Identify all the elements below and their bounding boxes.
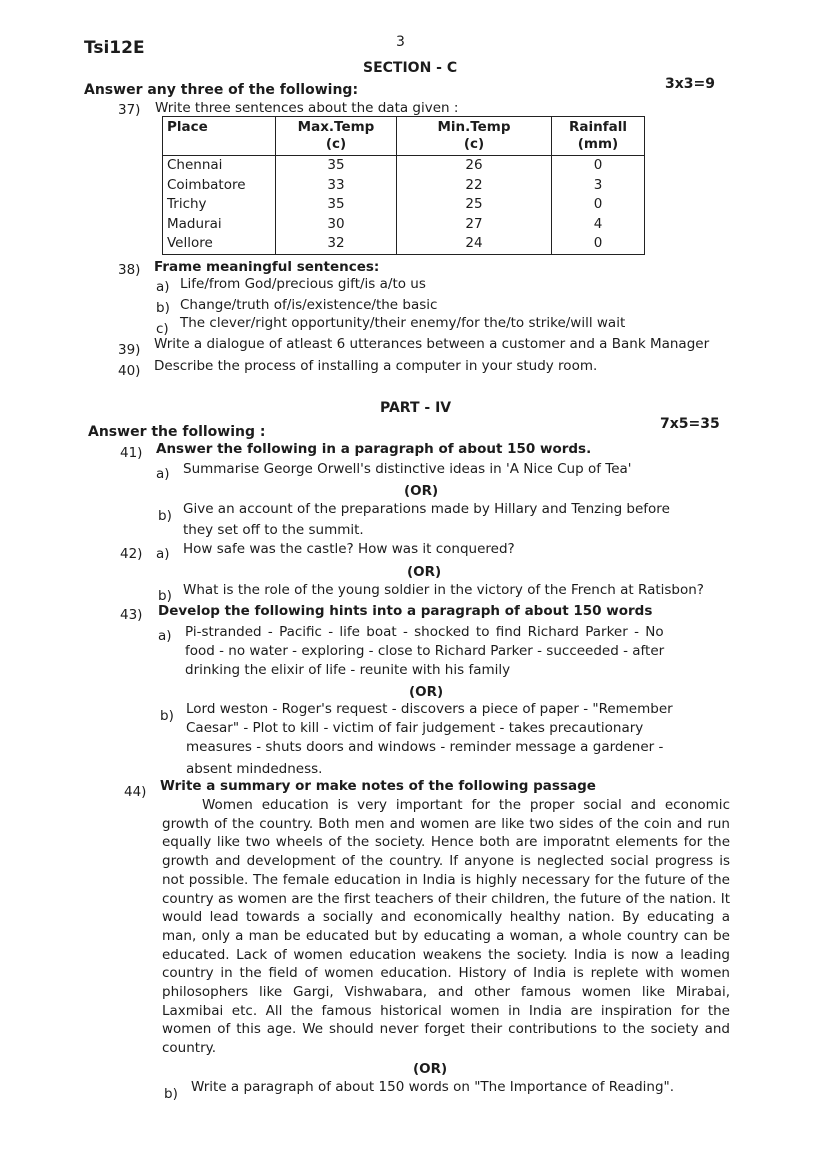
page-number: 3	[396, 34, 405, 50]
q41-b-line2: they set off to the summit.	[183, 522, 364, 538]
or-label: (OR)	[404, 483, 439, 499]
table-cell-min: 22	[397, 176, 552, 196]
q44-b-label: b)	[164, 1086, 178, 1102]
q44-passage: Women education is very important for the proper social and economic growth of the country. Both men and women are like two sides of the coin and run equally like two wheels of the society. Hence both are imporatnt elements for the growth and development of the country. If anyone is neglected social progress is not possible. The female education in India is highly necessary for the future of the country as women are the first teachers of their children, the future of the nation. It would lead towards a socially and economically healthy nation. By educating a man, only a man be educated but by educating a woman, a whole country can be educated. Lack of women education weakens the society. India is now a leading country in the field of women education. History of India is replete with women philosophers like Gargi, Vishwabara, and other famous women like Mirabai, Laxmibai etc. All the famous historical women in India are inspiration for the women of this age. We should never forget their contributions to the society and country.	[162, 797, 730, 1057]
table-row	[163, 215, 645, 235]
or-label: (OR)	[413, 1061, 448, 1077]
part-iv-title: PART - IV	[380, 400, 452, 416]
q40-text: Describe the process of installing a computer in your study room.	[154, 358, 598, 374]
part-iv-instruction: Answer the following :	[88, 424, 266, 440]
table-cell-place: Chennai	[163, 156, 276, 176]
q38-a-text: Life/from God/precious gift/is a/to us	[180, 276, 426, 292]
q41-b-label: b)	[158, 508, 172, 524]
q42-a-text: How safe was the castle? How was it conquered?	[183, 541, 515, 557]
table-header-rainfall: Rainfall (mm)	[552, 117, 645, 156]
table-header-min-temp: Min.Temp (c)	[397, 117, 552, 156]
q38-b-text: Change/truth of/is/existence/the basic	[180, 297, 438, 313]
table-cell-rain: 4	[552, 215, 645, 235]
table-row	[163, 195, 645, 215]
q40-number: 40)	[118, 363, 141, 379]
q43-b-label: b)	[160, 708, 174, 724]
q41-b-line1: Give an account of the preparations made by Hillary and Tenzing before	[183, 501, 670, 517]
table-cell-min: 27	[397, 215, 552, 235]
q38-c-text: The clever/right opportunity/their enemy/for the/to strike/will wait	[180, 315, 626, 331]
q44-text: Write a summary or make notes of the following passage	[160, 778, 596, 794]
q43-b-line4: absent mindedness.	[186, 761, 323, 777]
q43-text: Develop the following hints into a paragraph of about 150 words	[158, 603, 653, 619]
table-cell-min: 26	[397, 156, 552, 176]
section-c-marks: 3x3=9	[665, 76, 715, 92]
q37-number: 37)	[118, 102, 141, 118]
q43-a-line3: drinking the elixir of life - reunite with his family	[185, 662, 511, 678]
q37-text: Write three sentences about the data given :	[155, 100, 459, 116]
q41-a-label: a)	[156, 466, 170, 482]
q42-a-label: a)	[156, 546, 170, 562]
temperature-table	[162, 116, 645, 255]
table-cell-place: Trichy	[163, 195, 276, 215]
table-cell-max: 30	[276, 215, 397, 235]
table-header-place: Place	[163, 117, 276, 156]
q38-number: 38)	[118, 262, 141, 278]
section-c-instruction: Answer any three of the following:	[84, 82, 359, 98]
table-cell-min: 24	[397, 234, 552, 254]
table-header-max-temp: Max.Temp (c)	[276, 117, 397, 156]
q39-text: Write a dialogue of atleast 6 utterances between a customer and a Bank Manager	[154, 336, 710, 352]
q38-c-label: c)	[156, 321, 169, 337]
table-cell-max: 35	[276, 156, 397, 176]
table-cell-place: Vellore	[163, 234, 276, 254]
table-cell-min: 25	[397, 195, 552, 215]
q38-a-label: a)	[156, 279, 170, 295]
q42-b-text: What is the role of the young soldier in the victory of the French at Ratisbon?	[183, 582, 704, 598]
q43-a-line2: food - no water - exploring - close to Richard Parker - succeeded - after	[185, 643, 665, 659]
q41-text: Answer the following in a paragraph of about 150 words.	[156, 441, 592, 457]
table-cell-place: Coimbatore	[163, 176, 276, 196]
q42-b-label: b)	[158, 588, 172, 604]
table-cell-rain: 0	[552, 195, 645, 215]
paper-code: Tsi12E	[84, 38, 145, 58]
q42-number: 42)	[120, 546, 143, 562]
table-cell-max: 33	[276, 176, 397, 196]
table-row	[163, 176, 645, 196]
q44-number: 44)	[124, 784, 147, 800]
table-row	[163, 234, 645, 254]
q43-b-line1: Lord weston - Roger's request - discovers a piece of paper - "Remember	[186, 701, 673, 717]
or-label: (OR)	[407, 564, 442, 580]
or-label: (OR)	[409, 684, 444, 700]
q38-b-label: b)	[156, 300, 170, 316]
table-cell-max: 35	[276, 195, 397, 215]
q39-number: 39)	[118, 342, 141, 358]
q41-number: 41)	[120, 445, 143, 461]
q43-b-line2: Caesar" - Plot to kill - victim of fair judgement - takes precautionary	[186, 720, 644, 736]
table-cell-place: Madurai	[163, 215, 276, 235]
q43-number: 43)	[120, 607, 143, 623]
table-cell-rain: 0	[552, 156, 645, 176]
section-title: SECTION - C	[363, 60, 458, 76]
table-row	[163, 156, 645, 176]
part-iv-marks: 7x5=35	[660, 416, 720, 432]
table-cell-rain: 3	[552, 176, 645, 196]
table-header-row	[163, 117, 645, 156]
q43-b-line3: measures - shuts doors and windows - reminder message a gardener -	[186, 739, 664, 755]
q43-a-line1: Pi-stranded - Pacific - life boat - shocked to find Richard Parker - No	[185, 624, 664, 640]
table-cell-max: 32	[276, 234, 397, 254]
q44-b-text: Write a paragraph of about 150 words on "The Importance of Reading".	[191, 1079, 675, 1095]
q43-a-label: a)	[158, 628, 172, 644]
q41-a-text: Summarise George Orwell's distinctive ideas in 'A Nice Cup of Tea'	[183, 461, 632, 477]
q38-text: Frame meaningful sentences:	[154, 259, 380, 275]
table-cell-rain: 0	[552, 234, 645, 254]
